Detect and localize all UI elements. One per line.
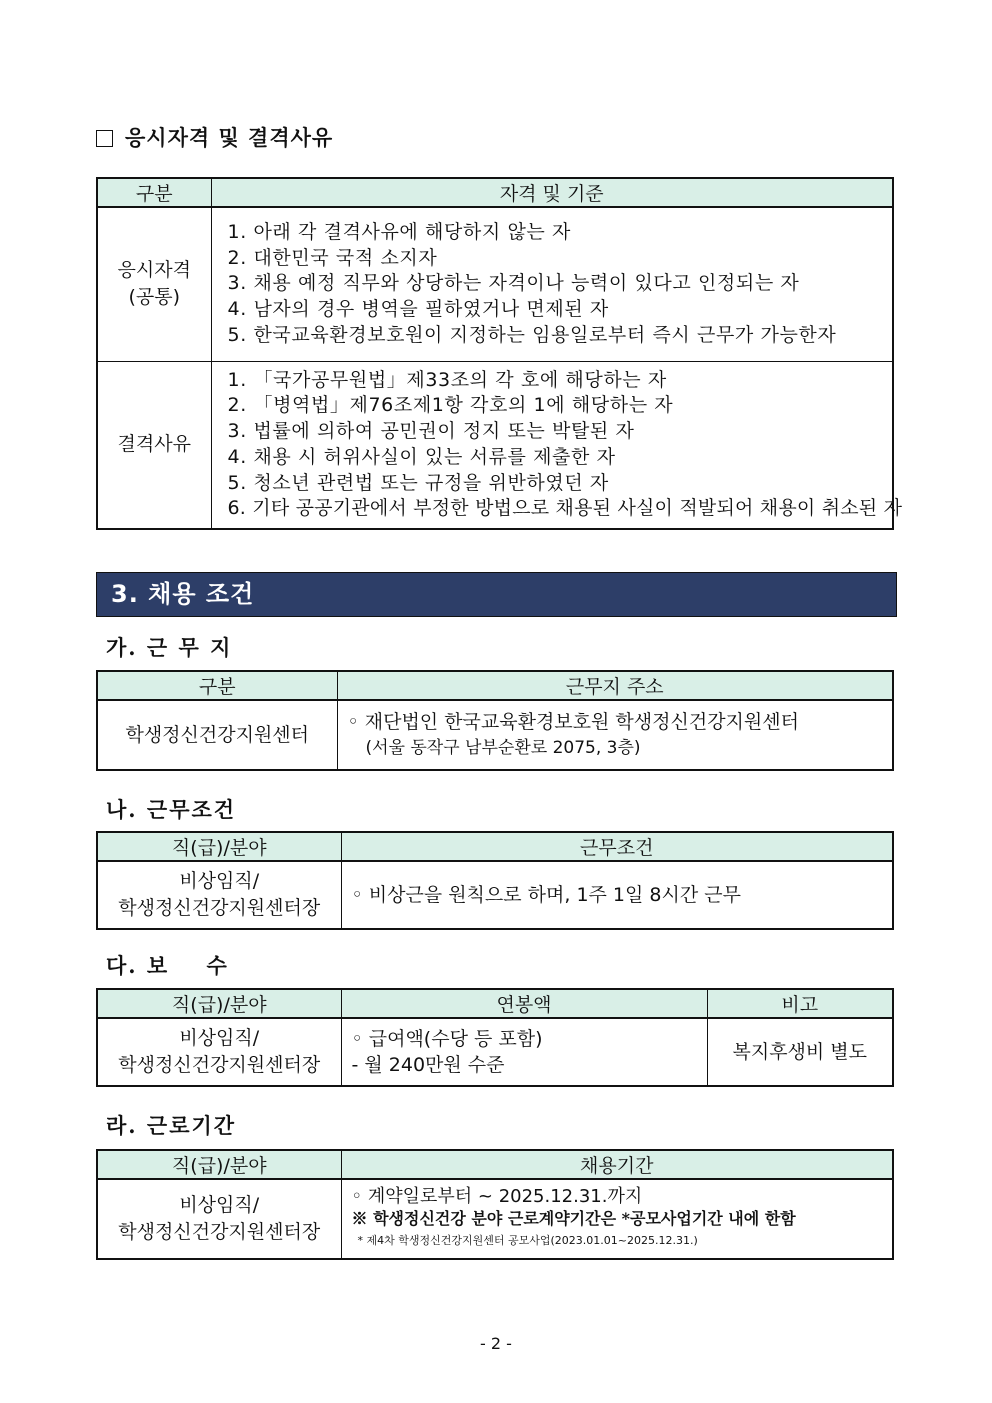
list-item: 5. 청소년 관련법 또는 규정을 위반하였던 자 bbox=[227, 471, 609, 494]
table-header-position: 직(급)/분야 bbox=[97, 832, 341, 861]
salary-line: ◦ 급여액(수당 등 포함) bbox=[351, 1028, 543, 1050]
list-item: 6. 기타 공공기관에서 부정한 방법으로 채용된 사실이 적발되어 채용이 취소된 자 bbox=[227, 497, 903, 520]
table-header-address: 근무지 주소 bbox=[337, 671, 893, 700]
position-label bbox=[97, 1018, 341, 1086]
section-title-qualification bbox=[96, 122, 333, 152]
row-label-eligibility bbox=[97, 207, 211, 361]
list-item: 5. 한국교육환경보호원이 지정하는 임용일로부터 즉시 근무가 가능한자 bbox=[227, 323, 837, 346]
period-table bbox=[96, 1149, 894, 1260]
label-line: 학생정신건강지원센터장 bbox=[118, 1221, 321, 1243]
label-line: 비상임직/ bbox=[179, 1194, 260, 1216]
position-label bbox=[97, 1179, 341, 1259]
address-line: ◦ 재단법인 한국교육환경보호원 학생정신건강지원센터 bbox=[347, 711, 799, 733]
label-line: (공통) bbox=[128, 286, 181, 309]
label-line: 비상임직/ bbox=[179, 1027, 260, 1049]
row-label-disqualification bbox=[97, 361, 211, 529]
section-title-text: 응시자격 및 결격사유 bbox=[125, 125, 334, 150]
label-line: 학생정신건강지원센터장 bbox=[118, 897, 321, 919]
page-number: - 2 - bbox=[480, 1334, 512, 1353]
subsection-title-salary: 다. 보 수 bbox=[106, 953, 229, 978]
eligibility-list bbox=[211, 207, 893, 361]
list-item: 2. 대한민국 국적 소지자 bbox=[227, 246, 438, 269]
period-footnote: * 제4차 학생정신건강지원센터 공모사업(2023.01.01~2025.12.31.) bbox=[357, 1234, 698, 1247]
address-line: (서울 동작구 남부순환로 2075, 3층) bbox=[365, 738, 641, 758]
qualification-table bbox=[96, 177, 903, 530]
conditions-text: ◦ 비상근을 원칙으로 하며, 1주 1일 8시간 근무 bbox=[341, 861, 893, 929]
list-item: 4. 남자의 경우 병역을 필하였거나 면제된 자 bbox=[227, 298, 609, 321]
subsection-title-period: 라. 근로기간 bbox=[106, 1113, 237, 1138]
label-line: 응시자격 bbox=[117, 259, 191, 282]
period-line: ◦ 계약일로부터 ~ 2025.12.31.까지 bbox=[351, 1186, 643, 1207]
section-banner: 3. 채용 조건 bbox=[96, 572, 897, 617]
list-item: 3. 법률에 의하여 공민권이 정지 또는 박탈된 자 bbox=[227, 420, 635, 443]
checkbox-icon bbox=[96, 130, 113, 147]
table-header-position: 직(급)/분야 bbox=[97, 989, 341, 1018]
list-item: 3. 채용 예정 직무와 상당하는 자격이나 능력이 있다고 인정되는 자 bbox=[227, 272, 800, 295]
disqualification-list bbox=[211, 361, 903, 529]
workplace-label: 학생정신건강지원센터 bbox=[97, 700, 337, 770]
table-header-salary: 연봉액 bbox=[341, 989, 707, 1018]
table-header-category: 구분 bbox=[97, 671, 337, 700]
list-item: 1. 「국가공무원법」제33조의 각 호에 해당하는 자 bbox=[227, 368, 667, 391]
list-item: 4. 채용 시 허위사실이 있는 서류를 제출한 자 bbox=[227, 445, 616, 468]
salary-line: - 월 240만원 수준 bbox=[351, 1054, 505, 1076]
table-header-criteria: 자격 및 기준 bbox=[211, 178, 893, 207]
table-header-category: 구분 bbox=[97, 178, 211, 207]
table-header-position: 직(급)/분야 bbox=[97, 1150, 341, 1179]
salary-table bbox=[96, 988, 894, 1087]
list-item: 2. 「병역법」제76조제1항 각호의 1에 해당하는 자 bbox=[227, 394, 674, 417]
workplace-table bbox=[96, 670, 894, 771]
label-line: 비상임직/ bbox=[179, 870, 260, 892]
conditions-table bbox=[96, 831, 894, 930]
list-item: 1. 아래 각 결격사유에 해당하지 않는 자 bbox=[227, 220, 571, 243]
label-line: 학생정신건강지원센터장 bbox=[118, 1054, 321, 1076]
salary-text bbox=[341, 1018, 707, 1086]
table-header-period: 채용기간 bbox=[341, 1150, 893, 1179]
label-line: 결격사유 bbox=[117, 433, 191, 456]
period-text bbox=[341, 1179, 893, 1259]
table-header-conditions: 근무조건 bbox=[341, 832, 893, 861]
subsection-title-conditions: 나. 근무조건 bbox=[106, 797, 237, 822]
workplace-address bbox=[337, 700, 893, 770]
table-header-remark: 비고 bbox=[707, 989, 893, 1018]
position-label bbox=[97, 861, 341, 929]
subsection-title-workplace: 가. 근 무 지 bbox=[106, 635, 233, 660]
salary-remark: 복지후생비 별도 bbox=[707, 1018, 893, 1086]
period-note: ※ 학생정신건강 분야 근로계약기간은 *공모사업기간 내에 한함 bbox=[351, 1209, 796, 1228]
